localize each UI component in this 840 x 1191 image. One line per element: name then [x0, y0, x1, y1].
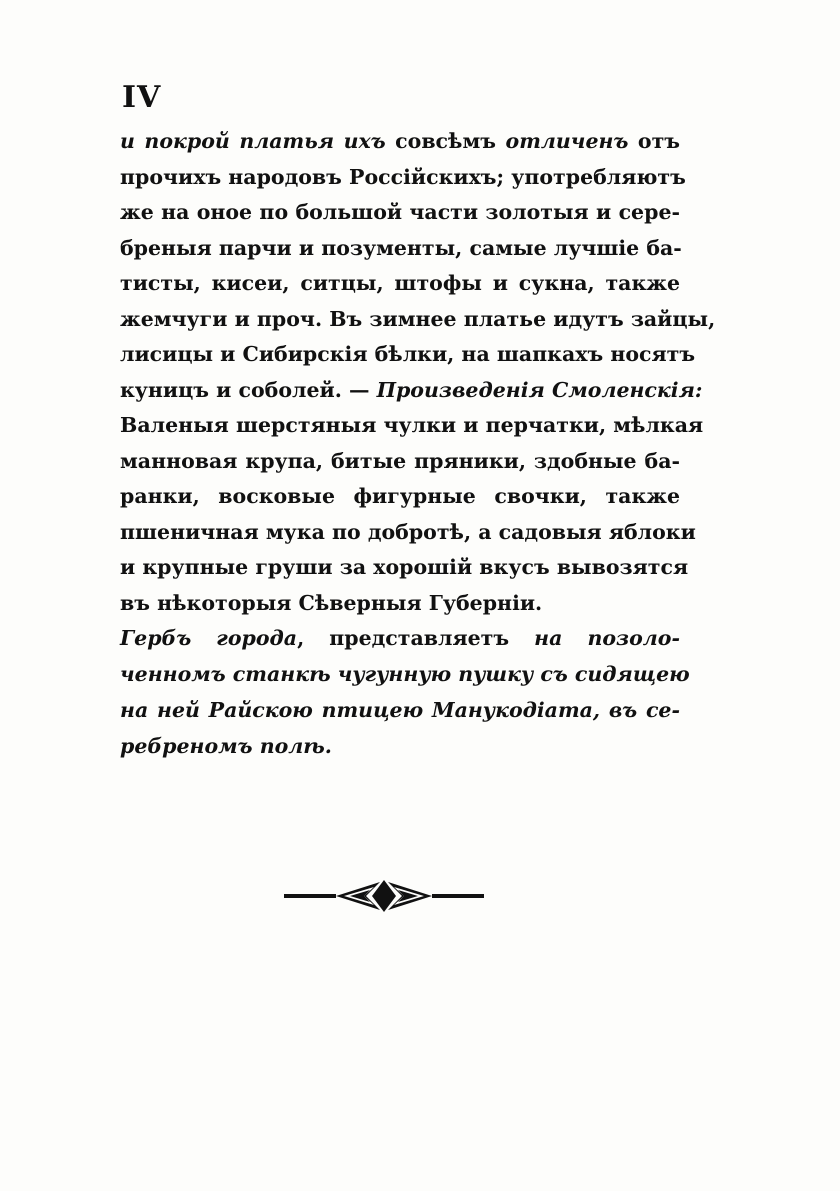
text-segment: же на оное по большой части золотыя и сере-	[120, 200, 680, 224]
text-segment: на позоло-	[534, 626, 680, 650]
text-line	[120, 586, 680, 622]
text-line	[120, 408, 704, 444]
text-segment: отличенъ	[505, 129, 629, 153]
ornamental-divider-icon	[284, 876, 484, 916]
text-segment: на ней Райскою птицею Манукодіата, въ се-	[120, 698, 680, 722]
text-segment: пшеничная мука по добротѣ, а садовыя яблоки	[120, 519, 696, 544]
text-segment: манновая крупа, битые пряники, здобные ба-	[120, 448, 680, 473]
text-line	[120, 266, 680, 302]
text-line	[120, 728, 680, 764]
text-segment: отъ	[628, 129, 680, 153]
page-number: IV	[122, 80, 162, 115]
text-line	[120, 373, 703, 409]
text-segment: , представляетъ	[297, 626, 535, 650]
text-segment: ранки, восковые фигурные свочки, также	[120, 484, 680, 508]
text-line	[120, 124, 680, 160]
text-segment: въ нѣкоторыя Сѣверныя Губерніи.	[120, 590, 543, 615]
text-segment: Произведенія Смоленскія:	[376, 377, 703, 402]
text-segment: бреныя парчи и позументы, самые лучшіе ба-	[120, 235, 682, 260]
text-segment: и покрой платья ихъ	[120, 129, 386, 153]
text-line	[120, 195, 680, 231]
paragraph-coat-of-arms	[120, 620, 690, 764]
text-segment: прочихъ народовъ Россійскихъ; употребляютъ	[120, 164, 686, 189]
text-line	[120, 337, 696, 373]
text-segment: куницъ и соболей. —	[120, 377, 377, 402]
text-segment: тисты, кисеи, ситцы, штофы и сукна, также	[120, 271, 680, 295]
text-line	[120, 302, 716, 338]
text-line	[120, 515, 696, 551]
text-segment: и крупные груши за хорошій вкусъ вывозятся	[120, 555, 689, 579]
text-line	[120, 444, 680, 480]
text-segment: ченномъ станкѣ чугунную пушку съ сидящею	[120, 662, 690, 686]
text-line	[120, 692, 680, 728]
text-line	[120, 160, 686, 196]
text-segment: жемчуги и проч. Въ зимнее платье идутъ зайцы,	[120, 306, 716, 331]
text-line	[120, 479, 680, 515]
paragraph-clothing-products	[120, 124, 716, 621]
text-segment: Валеныя шерстяныя чулки и перчатки, мѣлкая	[120, 413, 704, 437]
text-segment: Гербъ города	[120, 626, 298, 650]
text-line	[120, 231, 680, 267]
text-segment: лисицы и Сибирскія бѣлки, на шапкахъ носятъ	[120, 342, 696, 366]
text-line	[120, 620, 680, 656]
text-line	[120, 656, 690, 692]
text-segment: совсѣмъ	[385, 129, 506, 153]
text-line	[120, 550, 689, 586]
text-segment: ребреномъ полѣ.	[120, 734, 332, 758]
